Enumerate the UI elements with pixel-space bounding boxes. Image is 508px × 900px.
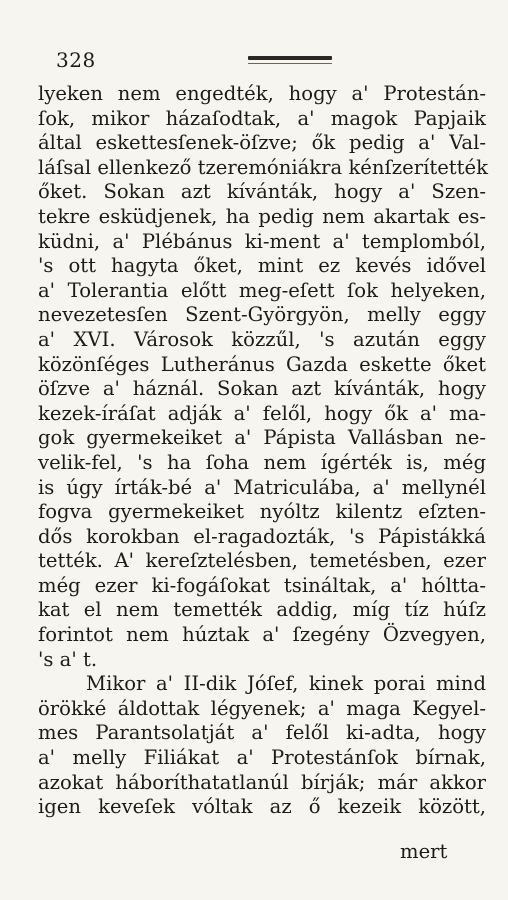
text-line: a' melly Filiákat a' Protestánſok bírnak,: [38, 746, 486, 770]
text-line: láſsal ellenkező tzeremóniákra kénſzerítették: [38, 155, 489, 179]
text-line-paragraph-start: Mikor a' II-dik Jóſef, kinek porai mind: [86, 672, 486, 696]
text-line: forintot nem húztak a' ſzegény Özvegyen,: [38, 623, 486, 647]
text-line: még ezer ki-fogáſokat tsináltak, a' hóltta-: [38, 573, 486, 597]
text-line: fogva gyermekeiket nyóltz kilentz eſzten-: [38, 500, 486, 524]
text-line: is úgy írták-bé a' Matriculába, a' mellynél: [38, 475, 486, 499]
page-number: 328: [56, 48, 96, 72]
text-line: ſok, mikor házaſodtak, a' magok Papjaik: [38, 106, 486, 130]
catchword: mert: [400, 840, 448, 863]
text-line: kezek-íráſat adják a' felől, hogy ők a' ma-: [38, 401, 486, 425]
text-line: mes Parantsolatját a' felől ki-adta, hogy: [38, 721, 486, 745]
body-text: [38, 82, 489, 820]
text-line: örökké áldottak légyenek; a' maga Kegyel-: [38, 696, 486, 720]
text-line: dős korokban el-ragadozták, 's Pápistákká: [38, 524, 486, 548]
text-line: öſzve a' háznál. Sokan azt kívánták, hogy: [38, 377, 486, 401]
text-line: tették. A' kereſztelésben, temetésben, ezer: [38, 549, 486, 573]
text-line: küdni, a' Plébánus ki-ment a' templomból,: [38, 229, 486, 253]
text-line: igen keveſek vóltak az ő kezeik között,: [38, 795, 486, 819]
text-line: gok gyermekeiket a' Pápista Vallásban ne-: [38, 426, 486, 450]
text-line-paragraph-end: 's a' t.: [38, 647, 98, 671]
text-line: velik-fel, 's ha ſoha nem ígérték is, még: [38, 450, 486, 474]
text-line: 's ott hagyta őket, mint ez kevés idővel: [38, 254, 486, 278]
header-rule: [248, 56, 332, 60]
text-line: által eskettesſenek-öſzve; ők pedig a' Val-: [38, 131, 486, 155]
text-line: őket. Sokan azt kívánták, hogy a' Szen-: [38, 180, 486, 204]
text-line: közönſéges Lutheránus Gazda eskette őket: [38, 352, 486, 376]
text-line: azokat háboríthatatlanúl bírják; már akkor: [38, 770, 486, 794]
text-line: nevezetesſen Szent-Györgyön, melly eggy: [38, 303, 486, 327]
text-line: a' Tolerantia előtt meg-eſett ſok helyeken,: [38, 278, 486, 302]
text-line: a' XVI. Városok közzűl, 's azután eggy: [38, 327, 486, 351]
text-line: tekre esküdjenek, ha pedig nem akartak es-: [38, 204, 486, 228]
text-line: lyeken nem engedték, hogy a' Protestán-: [38, 82, 486, 105]
header-rule-thin: [248, 63, 332, 64]
text-line: kat el nem temették addig, míg tíz húſz: [38, 598, 486, 622]
